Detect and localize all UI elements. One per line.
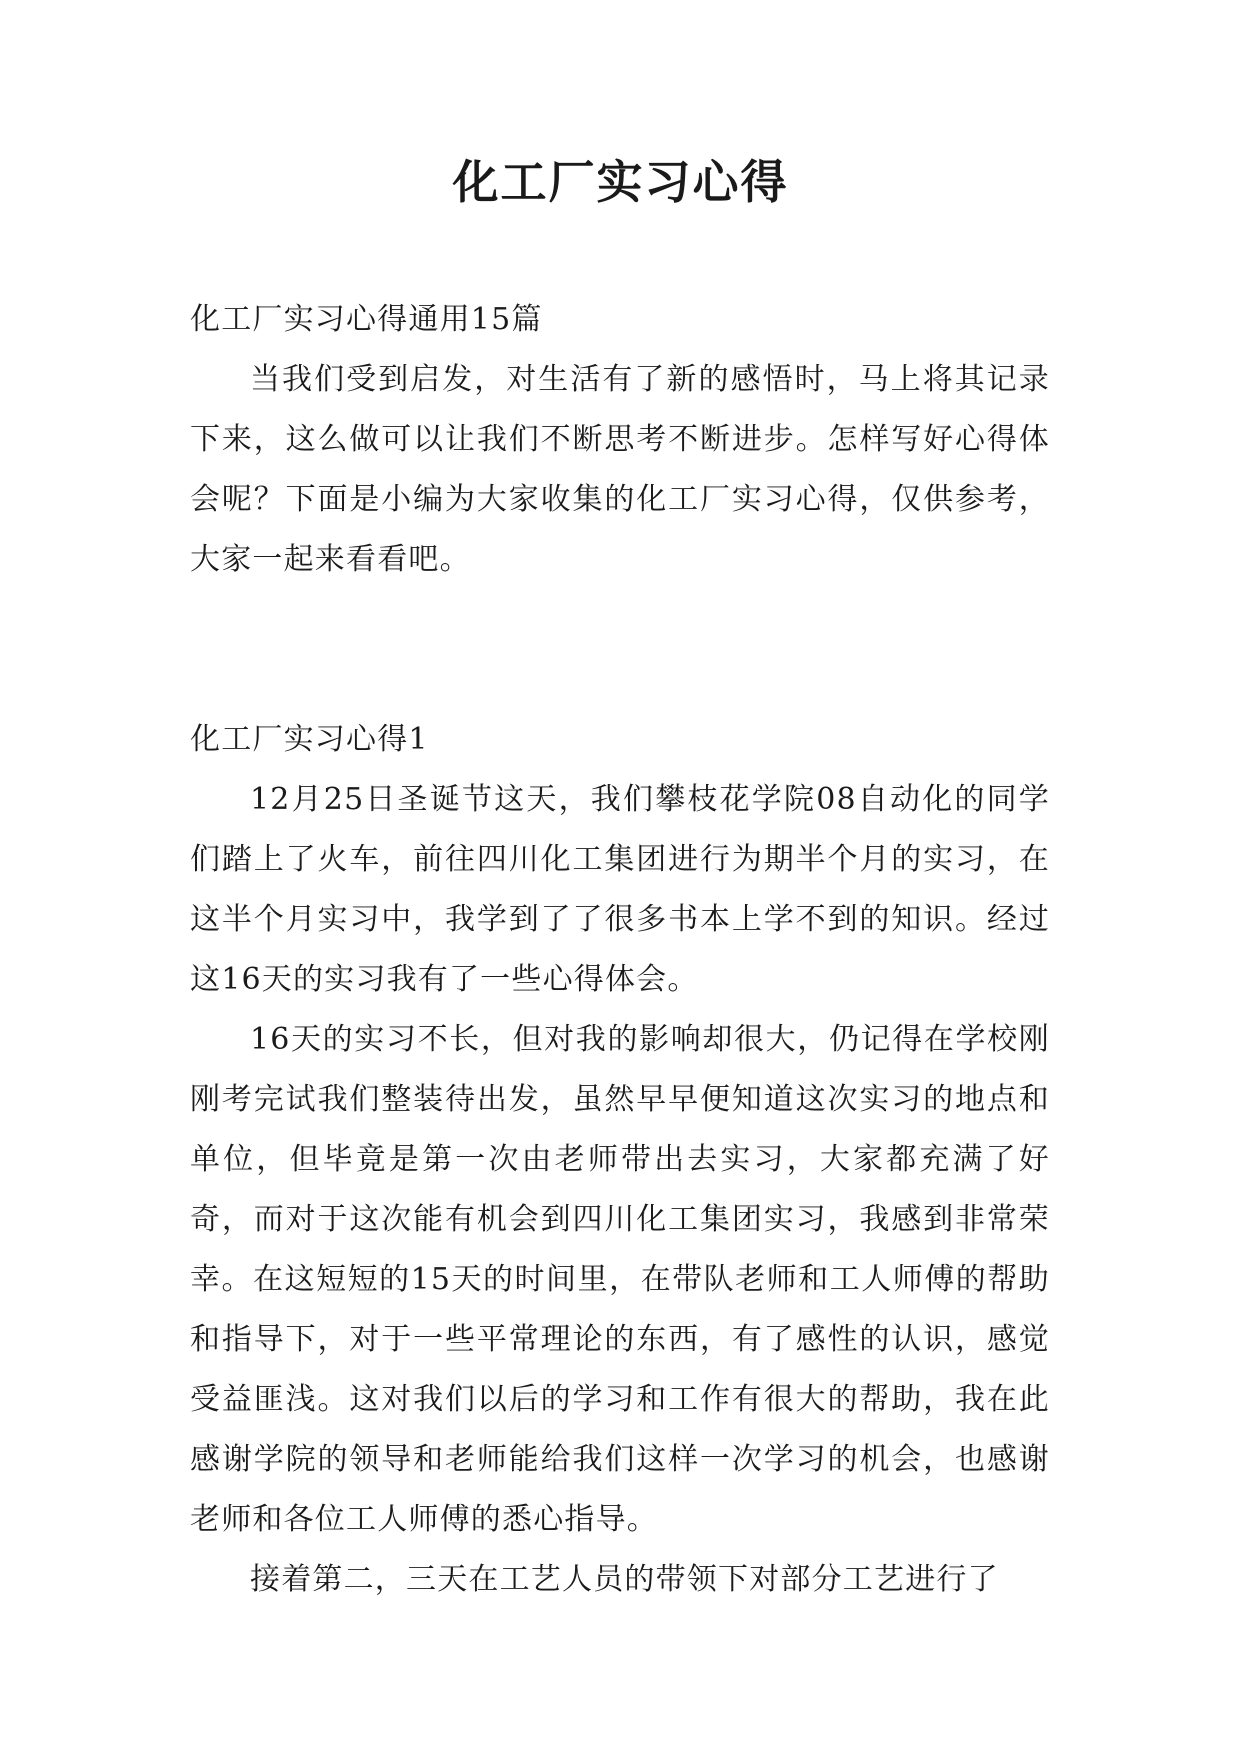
document-subtitle: 化工厂实习心得通用15篇 bbox=[190, 302, 543, 337]
document-body bbox=[190, 290, 1050, 1610]
body-paragraph: 16天的实习不长，但对我的影响却很大，仍记得在学校刚刚考完试我们整装待出发，虽然早早便知道这次实习的地点和单位，但毕竟是第一次由老师带出去实习，大家都充满了好奇，而对于这次能有机会到四川化工集团实习，我感到非常荣幸。在这短短的15天的时间里，在带队老师和工人师傅的帮助和指导下，对于一些平常理论的东西，有了感性的认识，感觉受益匪浅。这对我们以后的学习和工作有很大的帮助，我在此感谢学院的领导和老师能给我们这样一次学习的机会，也感谢老师和各位工人师傅的悉心指导。 bbox=[190, 1022, 1050, 1537]
section-heading: 化工厂实习心得1 bbox=[190, 722, 429, 757]
body-paragraph: 12月25日圣诞节这天，我们攀枝花学院08自动化的同学们踏上了火车，前往四川化工集团进行为期半个月的实习，在这半个月实习中，我学到了了很多书本上学不到的知识。经过这16天的实习我有了一些心得体会。 bbox=[190, 782, 1050, 997]
intro-paragraph: 当我们受到启发，对生活有了新的感悟时，马上将其记录下来，这么做可以让我们不断思考不断进步。怎样写好心得体会呢？下面是小编为大家收集的化工厂实习心得，仅供参考，大家一起来看看吧。 bbox=[190, 362, 1050, 577]
section-spacer bbox=[190, 590, 1050, 710]
document-title: 化工厂实习心得 bbox=[452, 155, 789, 209]
body-paragraph: 接着第二，三天在工艺人员的带领下对部分工艺进行了 bbox=[250, 1562, 999, 1597]
